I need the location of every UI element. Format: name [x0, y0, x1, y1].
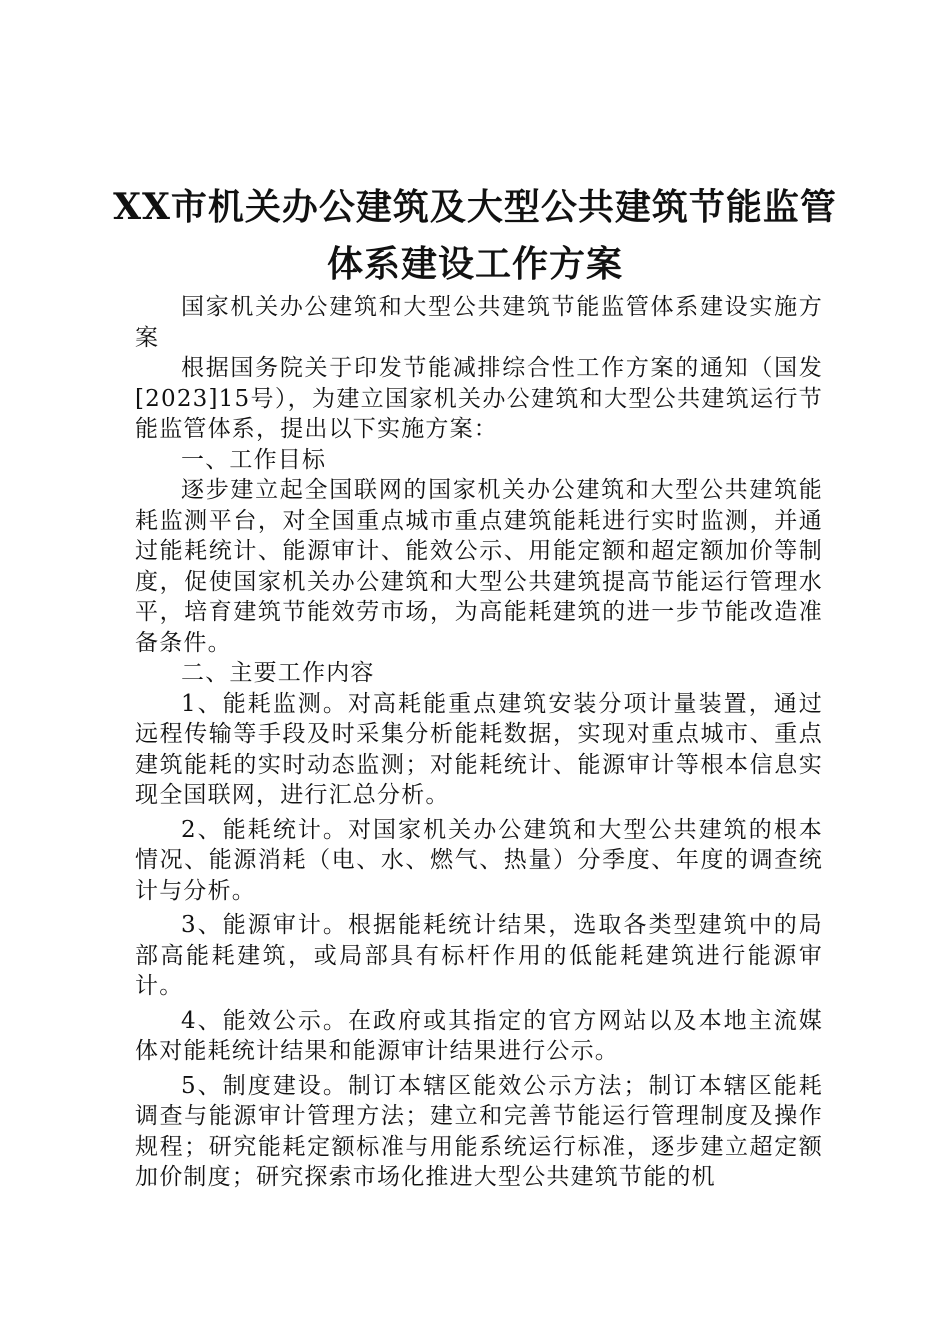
goals-paragraph: 逐步建立起全国联网的国家机关办公建筑和大型公共建筑能耗监测平台，对全国重点城市重点建筑能耗进行实时监测，并通过能耗统计、能源审计、能效公示、用能定额和超定额加价等制度，促使国家机关办公建筑和大型公共建筑提高节能运行管理水平，培育建筑节能效劳市场，为高能耗建筑的进一步节能改造准备条件。 [135, 477, 823, 656]
item-energy-statistics: 2、能耗统计。对国家机关办公建筑和大型公共建筑的根本情况、能源消耗（电、水、燃气、热量）分季度、年度的调查统计与分析。 [135, 816, 823, 904]
subtitle-paragraph: 国家机关办公建筑和大型公共建筑节能监管体系建设实施方案 [135, 294, 823, 351]
section-heading-content: 二、主要工作内容 [181, 660, 375, 686]
item-energy-audit: 3、能源审计。根据能耗统计结果，选取各类型建筑中的局部高能耗建筑，或局部具有标杆作用的低能耗建筑进行能源审计。 [135, 912, 823, 999]
item-energy-monitoring: 1、能耗监测。对高耗能重点建筑安装分项计量装置，通过远程传输等手段及时采集分析能耗数据，实现对重点城市、重点建筑能耗的实时动态监测；对能耗统计、能源审计等根本信息实现全国联网，进行汇总分析。 [135, 690, 823, 808]
intro-paragraph: 根据国务院关于印发节能减排综合性工作方案的通知（国发[2023]15号），为建立国家机关办公建筑和大型公共建筑运行节能监管体系，提出以下实施方案： [135, 355, 823, 442]
item-system-building: 5、制度建设。制订本辖区能效公示方法；制订本辖区能耗调查与能源审计管理方法；建立和完善节能运行管理制度及操作规程；研究能耗定额标准与用能系统运行标准，逐步建立超定额加价制度；研究探索市场化推进大型公共建筑节能的机 [135, 1072, 823, 1190]
document-body [135, 292, 823, 1193]
item-efficiency-disclosure: 4、能效公示。在政府或其指定的官方网站以及本地主流媒体对能耗统计结果和能源审计结果进行公示。 [135, 1007, 823, 1064]
document-title-line-1: XX市机关办公建筑及大型公共建筑节能监管 [113, 186, 837, 228]
document-title-line-2: 体系建设工作方案 [326, 243, 623, 285]
section-heading-goals: 一、工作目标 [181, 446, 327, 473]
